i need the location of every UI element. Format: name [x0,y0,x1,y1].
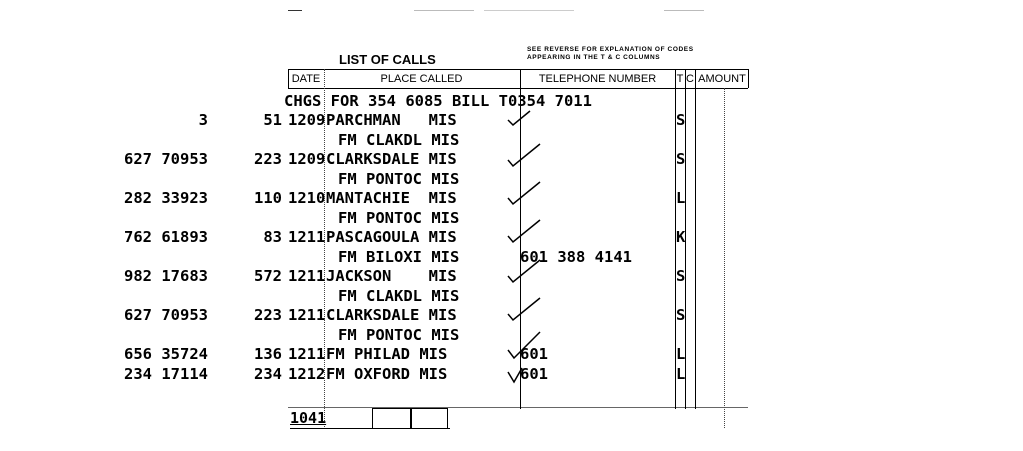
scan-speck [484,10,574,11]
call-amount: 110 [254,189,282,207]
footer-box [410,408,448,428]
call-area-code: 601 [520,364,548,383]
header-bottom-rule [288,88,748,89]
call-amount: 234 [254,364,282,383]
call-date: 1211 [288,267,326,285]
from-location: FM PONTOC MIS [338,208,460,227]
from-location: FM PONTOC MIS [338,169,460,188]
call-code: S [676,306,686,324]
from-location: FM PONTOC MIS [338,325,460,344]
call-list-document [124,0,750,451]
footer-number: 1041 [290,409,327,427]
call-place: MANTACHIE MIS [326,189,457,207]
call-code: K [676,228,686,246]
from-location: FM CLAKDL MIS [338,130,460,149]
list-title: LIST OF CALLS [339,52,436,67]
call-number: 234 17114 [124,364,208,383]
check-mark [506,366,526,386]
call-code: L [676,364,686,383]
call-place: JACKSON MIS [326,267,457,285]
call-amount: 83 [263,228,282,246]
footer-rule [288,407,748,408]
call-place: FM PHILAD MIS [326,345,448,363]
call-place: CLARKSDALE MIS [326,150,457,168]
call-number: 627 70953 [124,150,208,168]
call-date: 1212 [288,364,326,383]
col-sep-c [695,69,696,409]
from-phone: 601 388 4141 [520,247,632,266]
check-mark [506,178,546,208]
call-number: 627 70953 [124,306,208,324]
check-mark [506,108,536,128]
check-mark [506,256,546,286]
call-number: 3 [198,111,208,129]
call-date: 1210 [288,189,326,207]
col-sep [288,69,289,88]
call-date: 1211 [288,345,326,363]
call-code: S [676,150,686,168]
call-date: 1209 [288,111,326,129]
scan-speck [414,10,474,11]
codes-note-line2: APPEARING IN THE T & C COLUMNS [527,54,661,61]
call-code: S [676,267,686,285]
codes-note [527,46,747,62]
from-location: FM CLAKDL MIS [338,286,460,305]
call-place: PASCAGOULA MIS [326,228,457,246]
call-code: L [676,189,686,207]
call-code: L [676,345,686,363]
call-number: 656 35724 [124,345,208,363]
call-place: FM OXFORD MIS [326,364,448,383]
call-number: 762 61893 [124,228,208,246]
call-date: 1209 [288,150,326,168]
from-location: FM BILOXI MIS [338,247,460,266]
check-mark [506,216,546,246]
col-date-header: DATE [291,73,321,85]
col-t-header: T [676,73,684,85]
call-amount: 223 [254,306,282,324]
call-amount: 136 [254,345,282,363]
col-amount-header: AMOUNT [698,73,746,85]
call-code: S [676,111,686,129]
call-amount: 51 [263,111,282,129]
call-place: CLARKSDALE MIS [326,306,457,324]
footer-box [372,408,412,428]
call-area-code: 601 [520,345,548,363]
scan-speck [288,10,302,11]
call-amount: 223 [254,150,282,168]
call-number: 282 33923 [124,189,208,207]
call-place: PARCHMAN MIS [326,111,457,129]
col-sep-amount [724,88,725,428]
footer-underline [290,428,450,429]
col-sep [748,69,749,88]
charges-line: CHGS FOR 354 6085 BILL T0354 7011 [284,92,592,110]
call-number: 982 17683 [124,267,208,285]
check-mark [506,328,546,362]
col-place-header: PLACE CALLED [380,73,463,85]
scan-speck [664,10,704,11]
call-date: 1211 [288,228,326,246]
col-c-header: C [686,73,694,85]
call-date: 1211 [288,306,326,324]
check-mark [506,140,546,170]
check-mark [506,294,546,324]
header-top-rule [288,69,748,70]
call-amount: 572 [254,267,282,285]
codes-note-line1: SEE REVERSE FOR EXPLANATION OF CODES [527,46,694,53]
col-telephone-header: TELEPHONE NUMBER [538,73,657,85]
